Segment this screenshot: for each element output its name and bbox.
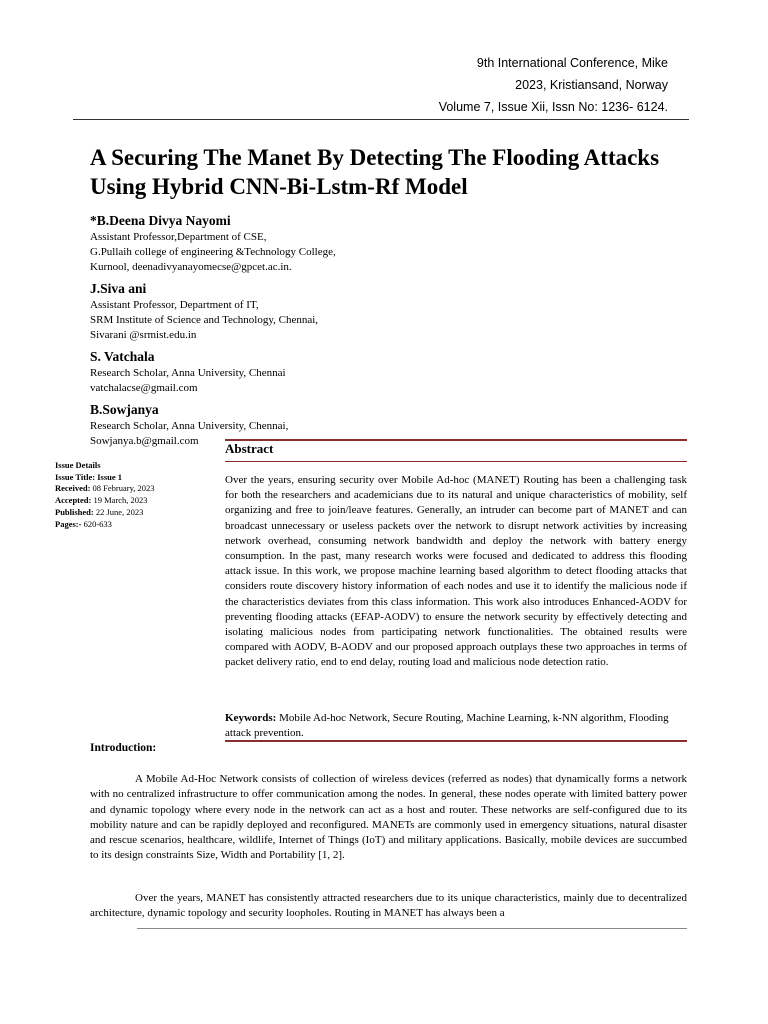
keywords-label: Keywords: [225, 712, 277, 724]
introduction-heading: Introduction: [90, 742, 157, 754]
paper-title-line-2: Using Hybrid CNN-Bi-Lstm-Rf Model [90, 174, 468, 199]
author-name: J.Siva ani [90, 281, 147, 296]
abstract-body: Over the years, ensuring security over Mobile Ad-hoc (MANET) Routing has been a challenging task for both the researchers and academicians due to its natural and unique characteristics of mobility, self organizing and free to join/leave features. Generally, an intruder can become part of MANET and can broadcast unnecessary or useless packets over the network to disrupt network activities by increasing network overhead, consuming network bandwidth and deploy the network with battery energy consumption. In the past, many research works were focused and dedicated to address this flooding attack issue. In this work, we propose machine learning based algorithm to detect flooding attacks that considers route discovery history information of each nodes and use it to identify the malicious node if the characteristics deviates from this class information. This work also introduces Enhanced-AODV for preventing flooding attacks (EFAP-AODV) to ensure the network security by effectively detecting and isolating malicious nodes from participating network functionalities. The obtained results were compared with AODV, B-AODV and our proposed approach outplays these two approaches in terms of packet delivery ratio, end to end delay, routing load and malicious node detection ratio. [225, 474, 687, 669]
issue-title-value: Issue 1 [97, 471, 123, 482]
published-date: 22 June, 2023 [95, 506, 144, 517]
accepted-date: 19 March, 2023 [93, 495, 148, 506]
author-block [90, 211, 490, 275]
author-affiliation: Sivarani @srmist.edu.in [90, 329, 197, 341]
keywords [225, 711, 687, 741]
issue-title-label: Issue Title: [55, 471, 96, 482]
issue-details [55, 460, 215, 530]
pages-label: Pages:- [55, 518, 82, 529]
published-label: Published: [55, 506, 94, 517]
author-affiliation: Kurnool, deenadivyanayomecse@gpcet.ac.in. [90, 261, 292, 273]
author-email: Sowjanya.b@gmail.com [90, 435, 199, 447]
author-affiliation: Assistant Professor, Department of IT, [90, 299, 259, 311]
author-block [90, 347, 490, 396]
keywords-bottom-rule [225, 740, 687, 742]
introduction-paragraph: A Mobile Ad-Hoc Network consists of collection of wireless devices (referred as nodes) that dynamically forms a network with no centralized infrastructure to offer communication among the nodes. In general, these nodes operate with limited battery power and dynamic topology where every node in the network can act as a host and router. These networks are self-configured due to its mobility nature and can be rapidly deployed and reconfigured. MANETs are commonly used in emergency situations, natural disaster and rescue scenarios, healthcare, wildlife, Internet of Things (IoT) and military applications. Basically, mobile devices are succumbed to its design constraints Size, Width and Portability [1, 2]. [90, 773, 687, 862]
received-date: 08 February, 2023 [92, 483, 155, 494]
author-list [90, 211, 490, 453]
author-affiliation: G.Pullaih college of engineering &Technology College, [90, 246, 336, 258]
conference-line-2: 2023, Kristiansand, Norway [515, 78, 668, 92]
introduction-paragraph: Over the years, MANET has consistently attracted researchers due to its unique characteristics, mainly due to decentralized architecture, dynamic topology and security loopholes. Routing in MANET has always been a [90, 892, 687, 920]
conference-header [439, 52, 668, 118]
author-affiliation: Research Scholar, Anna University, Chennai [90, 367, 286, 379]
accepted-label: Accepted: [55, 495, 92, 506]
author-email: vatchalacse@gmail.com [90, 382, 198, 394]
conference-line-1: 9th International Conference, Mike [476, 56, 668, 70]
author-block [90, 400, 490, 449]
received-label: Received: [55, 483, 91, 494]
author-affiliation: Assistant Professor,Department of CSE, [90, 231, 267, 243]
conference-line-3: Volume 7, Issue Xii, Issn No: 1236- 6124. [438, 100, 668, 114]
author-name: *B.Deena Divya Nayomi [90, 213, 231, 228]
paper-title-line-1: A Securing The Manet By Detecting The Flooding Attacks [90, 145, 660, 170]
header-divider [73, 119, 689, 120]
author-affiliation: SRM Institute of Science and Technology, Chennai, [90, 314, 319, 326]
keywords-text: Mobile Ad-hoc Network, Secure Routing, Machine Learning, k-NN algorithm, Flooding attack prevention. [225, 712, 669, 740]
issue-details-heading: Issue Details [55, 460, 101, 470]
page-bottom-rule [137, 928, 687, 929]
author-name: S. Vatchala [90, 349, 155, 364]
paper-title [90, 143, 740, 201]
abstract-top-rule [225, 439, 687, 441]
author-name: B.Sowjanya [90, 402, 159, 417]
author-block [90, 279, 490, 343]
abstract-heading: Abstract [225, 441, 274, 456]
abstract-heading-rule [225, 461, 687, 462]
author-affiliation: Research Scholar, Anna University, Chennai, [90, 420, 289, 432]
pages-value: 620-633 [83, 518, 112, 529]
